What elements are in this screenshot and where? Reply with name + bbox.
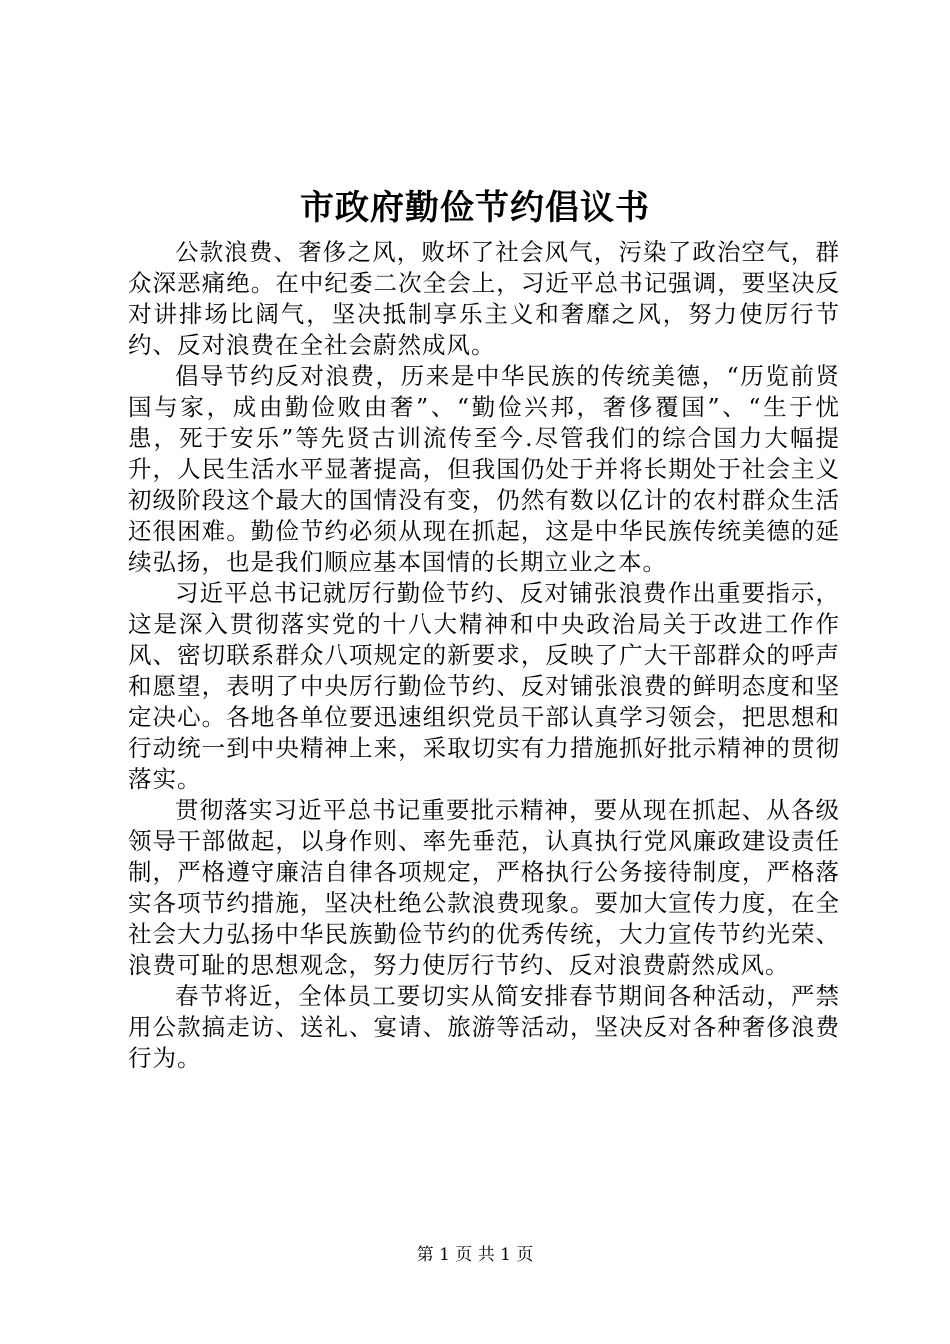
- paragraph-5: 春节将近，全体员工要切实从简安排春节期间各种活动，严禁用公款搞走访、送礼、宴请、旅游等活动，坚决反对各种奢侈浪费行为。: [128, 982, 840, 1072]
- document-title: 市政府勤俭节约倡议书: [300, 188, 650, 228]
- paragraph-1: 公款浪费、奢侈之风，败坏了社会风气，污染了政治空气，群众深恶痛绝。在中纪委二次全会上，习近平总书记强调，要坚决反对讲排场比阔气，坚决抵制享乐主义和奢靡之风，努力使厉行节约、反对浪费在全社会蔚然成风。: [128, 238, 840, 359]
- document-body: [128, 237, 840, 1074]
- paragraph-2: 倡导节约反对浪费，历来是中华民族的传统美德，“历览前贤国与家，成由勤俭败由奢”、“勤俭兴邦，奢侈覆国”、“生于忧患，死于安乐”等先贤古训流传至今.尽管我们的综合国力大幅提升，人民生活水平显著提高，但我国仍处于并将长期处于社会主义初级阶段这个最大的国情没有变，仍然有数以亿计的农村群众生活还很困难。勤俭节约必须从现在抓起，这是中华民族传统美德的延续弘扬，也是我们顺应基本国情的长期立业之本。: [128, 362, 840, 576]
- paragraph-3: 习近平总书记就厉行勤俭节约、反对铺张浪费作出重要指示，这是深入贯彻落实党的十八大精神和中央政治局关于改进工作作风、密切联系群众八项规定的新要求，反映了广大干部群众的呼声和愿望，表明了中央厉行勤俭节约、反对铺张浪费的鲜明态度和坚定决心。各地各单位要迅速组织党员干部认真学习领会，把思想和行动统一到中央精神上来，采取切实有力措施抓好批示精神的贯彻落实。: [128, 579, 840, 793]
- page-footer: 第 1 页 共 1 页: [416, 1245, 534, 1265]
- paragraph-4: 贯彻落实习近平总书记重要批示精神，要从现在抓起、从各级领导干部做起，以身作则、率先垂范，认真执行党风廉政建设责任制，严格遵守廉洁自律各项规定，严格执行公务接待制度，严格落实各项节约措施，坚决杜绝公款浪费现象。要加大宣传力度，在全社会大力弘扬中华民族勤俭节约的优秀传统，大力宣传节约光荣、浪费可耻的思想观念，努力使厉行节约、反对浪费蔚然成风。: [128, 796, 840, 979]
